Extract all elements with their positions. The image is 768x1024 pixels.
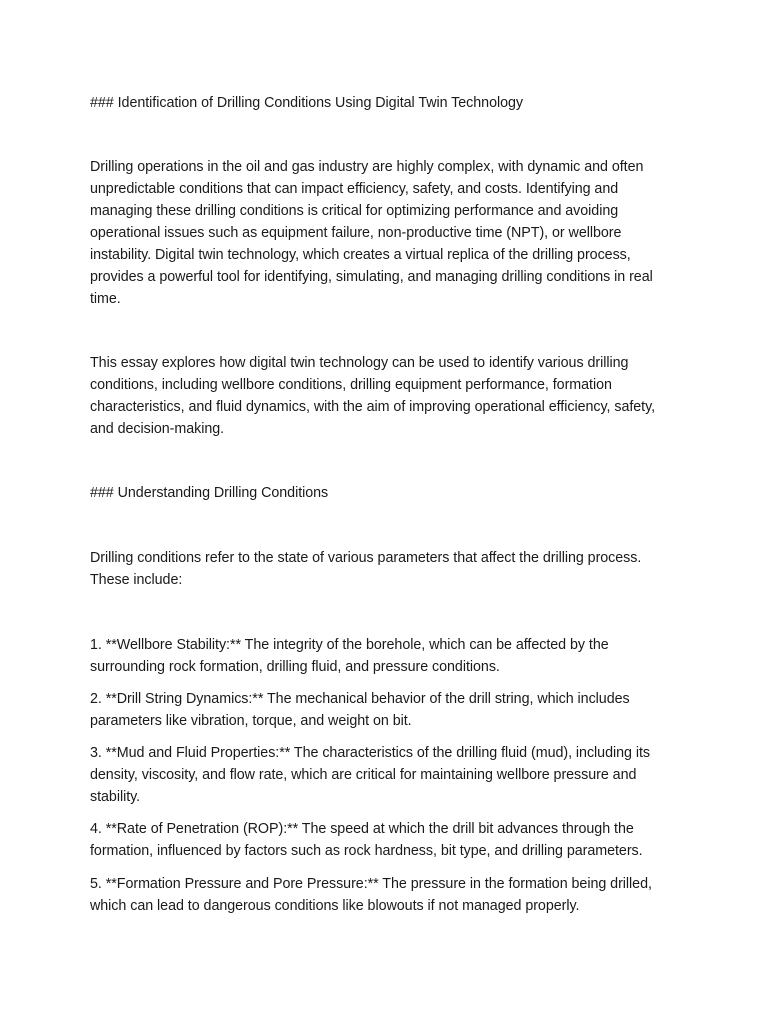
list-item: 4. **Rate of Penetration (ROP):** The speed at which the drill bit advances through the formation, influenced by factors such as rock hardness, bit type, and drilling parameters. bbox=[90, 821, 643, 859]
conditions-intro-paragraph: Drilling conditions refer to the state of various parameters that affect the drilling process. These include: bbox=[90, 550, 642, 588]
document-page bbox=[90, 0, 680, 1024]
list-item: 5. **Formation Pressure and Pore Pressure:** The pressure in the formation being drilled, which can lead to dangerous conditions like blowouts if not managed properly. bbox=[90, 876, 652, 914]
list-item: 3. **Mud and Fluid Properties:** The characteristics of the drilling fluid (mud), including its density, viscosity, and flow rate, which are critical for maintaining wellbore pressure and stability. bbox=[90, 745, 650, 805]
section-heading-understanding: ### Understanding Drilling Conditions bbox=[90, 485, 329, 501]
intro-paragraph: Drilling operations in the oil and gas industry are highly complex, with dynamic and often unpredictable conditions that can impact efficiency, safety, and costs. Identifying and managing these drilling conditions is critical for optimizing performance and avoiding operational issues such as equipment failure, non-productive time (NPT), or wellbore instability. Digital twin technology, which creates a virtual replica of the drilling process, provides a powerful tool for identifying, simulating, and managing drilling conditions in real time. bbox=[90, 159, 653, 307]
essay-scope-paragraph: This essay explores how digital twin technology can be used to identify various drilling conditions, including wellbore conditions, drilling equipment performance, formation characteristics, and fluid dynamics, with the aim of improving operational efficiency, safety, and decision-making. bbox=[90, 355, 656, 437]
list-item: 2. **Drill String Dynamics:** The mechanical behavior of the drill string, which includes parameters like vibration, torque, and weight on bit. bbox=[90, 691, 630, 729]
list-item: 1. **Wellbore Stability:** The integrity of the borehole, which can be affected by the surrounding rock formation, drilling fluid, and pressure conditions. bbox=[90, 637, 609, 675]
section-heading-identification: ### Identification of Drilling Conditions Using Digital Twin Technology bbox=[90, 95, 524, 111]
